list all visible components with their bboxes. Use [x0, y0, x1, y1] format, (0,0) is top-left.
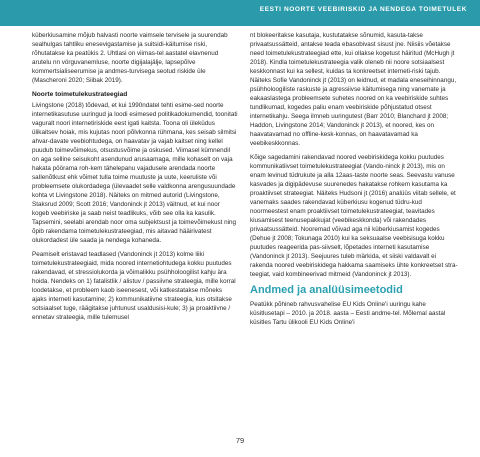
- body-paragraph: Livingstone (2018) tõdevad, et kui 1990ndatel tehti esime-sed noorte internetikasutuse uuringud ja loodi esimesed politikadokumendid, toonitati vaguralt noori internetiriskide eest igati kaitsta. Toona oli üleküdus ülikaitsev hoiak, mis kujutas noori põlvkonna rühmana, kes seisab silmitsi ahvar-davate veebiohtudega, on haavatav ja vajab kaitset ning kellel puudub toimevõimekus, otsustusvõime ja oskused. Viimasel kümnendil on aga selline seisukoht asendunud arusaamaga, mille kohaselt on vaja hakata pöörama roh-kem tähelepanu vajadusele arendada noorte saIlenõtkust ehk võimet tulla toime muutuste ja uute, keeruliste või probleemsete olukordadega (ülevaadet selle valdkonna arengusuundade kohta vt Livingstone 2018). Näiteks on mitmed autorid (Livingstone, Staksrud 2009; Scott 2016; Vandoninck jt 2013) väitnud, et kui noor kogeb veebiriske ja saab neist teadlikuks, võib see olla ka kasulik. Tapsemini, seelabi arendab noor oma subjektsust ja toimevõimekust ning õpib rakendama toimetulekustrateegiad, mis aitavad hääirivatest olukordadest üle saada ja nendega kohaneda.: [32, 102, 238, 244]
- body-paragraph: Peatükk põhineb rahvusvahelise EU Kids Online'i uuringu kahe küsitlusetapi – 2010. ja 2018. aasta – Eesti andme-tel. Mõlemal aastal küsitles Tartu ülikooli EU Kids Online'i: [250, 301, 446, 326]
- section-heading-data-methods: Andmed ja analüüsimeetodid: [250, 284, 403, 296]
- running-header-title: EESTI NOORTE VEEBIRISKID JA NENDEGA TOIMETULEK: [259, 6, 467, 13]
- section-heading-coping-strategies: Noorte toimetulekustrateegiad: [32, 91, 128, 98]
- right-column: [250, 31, 458, 332]
- body-paragraph: Peamiselt eristavad teadlased (Vandoninck jt 2013) kolme liiki toimetulekustrateegiaid, mida noored internetiohtudega kokku puutudes rakendavad, et stressiolukorda ja võimalikku psühholoogilist kahju ära hoida. Nendeks on 1) fatalistlik / alistuv / passiivne strateegia, mille korral loodetakse, et probleem kaob iseenesest, või katkestatakse mõneks ajaks interneti kasutamine; 2) kommunikatiivne strateegia, kus otsitakse sotsiaalset tuge, räägitakse juhtunust usaldusisi-kule; 3) ja proaktiivne / ennetav strateegia, mille tulemusel: [32, 251, 236, 321]
- page-number: 79: [235, 436, 245, 445]
- intro-paragraph: küberkiusamine mõjub halvasti noorte vaimsele tervisele ja suurendab sealhulgas tahtliku enesevigastamise ja suitsidi-käitumise riski, rõhutatakse ka peatükis 2. Uhtlasi on viimas-tel aastatel elavnenud arutelu nn vörguvanemluse, noorte digijalajälje, lapsepõlve kommertsialiseerumise ja andmes-turvisega seotud riskide üle (Mascheroni 2020; Siibak 2019).: [32, 32, 228, 84]
- body-paragraph: nt blokeeritakse kasutaja, kustutatakse sõnumid, kasuta-takse privaatsussätteid, antakse teada ebasobivast sisust jne. Niisiis võetakse need toimetulekustrateegiad ette, kui ollakse kogetust häiritud (McHugh jt 2018). Kindla toimetulekustrateegia valik oleneb nii noore sotsiaalsest keskkonnast kui ka sellest, kuidas ta konkreetset interneti-riski tajub. Näiteks Sofie Vandoninck jt (2013) on leidnud, et madala eneseihinnangu, psühholoogiliste raskuste ja agressiivse käitumisega ning vanemate ja eakaaslastega probleemsete suhetes noored on ka veebiriskide suhtes tundlikumad, kogedes paliu enam veebiriskide põhjustatud otsest internetikahju. Seega ilmneb uuringutest (Barr 2010; Blanchard jt 2008; Haddon, Livingstone 2014; Vandoninck jt 2013), et noored, kes on haavatavamad no offline-kesk-konnas, on haavatavamad ka veebikeskkonnas.: [250, 32, 457, 147]
- page-header: [0, 0, 480, 26]
- left-column: [32, 31, 238, 327]
- body-paragraph: Kõige sagedamini rakendavad noored veebiriskidega kokku puutudes kommunikatiivset toimetulekustrateegiat (Vando-ninck jt 2013), mis on enam levinud tüdrukute ja alla 12aas-taste noorte seas. Seevastu vanuse kasvades ja digipädevuse suurenedes hakatakse rohkem kasutama ka proaktiivset strateegiat. Näiteks Hudsoni jt (2016) analüüs viitab sellele, et vanemaks saades rakendavad küberkiusu kogenud tüdru-kud noormeestest enam proaktiivset toimetulekustrateegiat, teavitades kiusamisest teenusepakkujat (veebikeskkonda) või rakendades privaatsussätteid. Nooremad võivad aga nii küberkiusamist kogedes (Dehue jt 2008; Tokunaga 2010) kui ka seksuaalse veebisisuga kokku puutudes reageerida pas-siivselt, lõpetades interneti kasutamise (Vandoninck jt 2013). Seejuures tuleb märkida, et siiski valdavalt ei rakenda noored veebiriskidega hakkama saamiseks ühte konkreetset stra-teegiat, vaid kombineerivad mitmeid (Vandoninck jt 2013).: [250, 154, 458, 278]
